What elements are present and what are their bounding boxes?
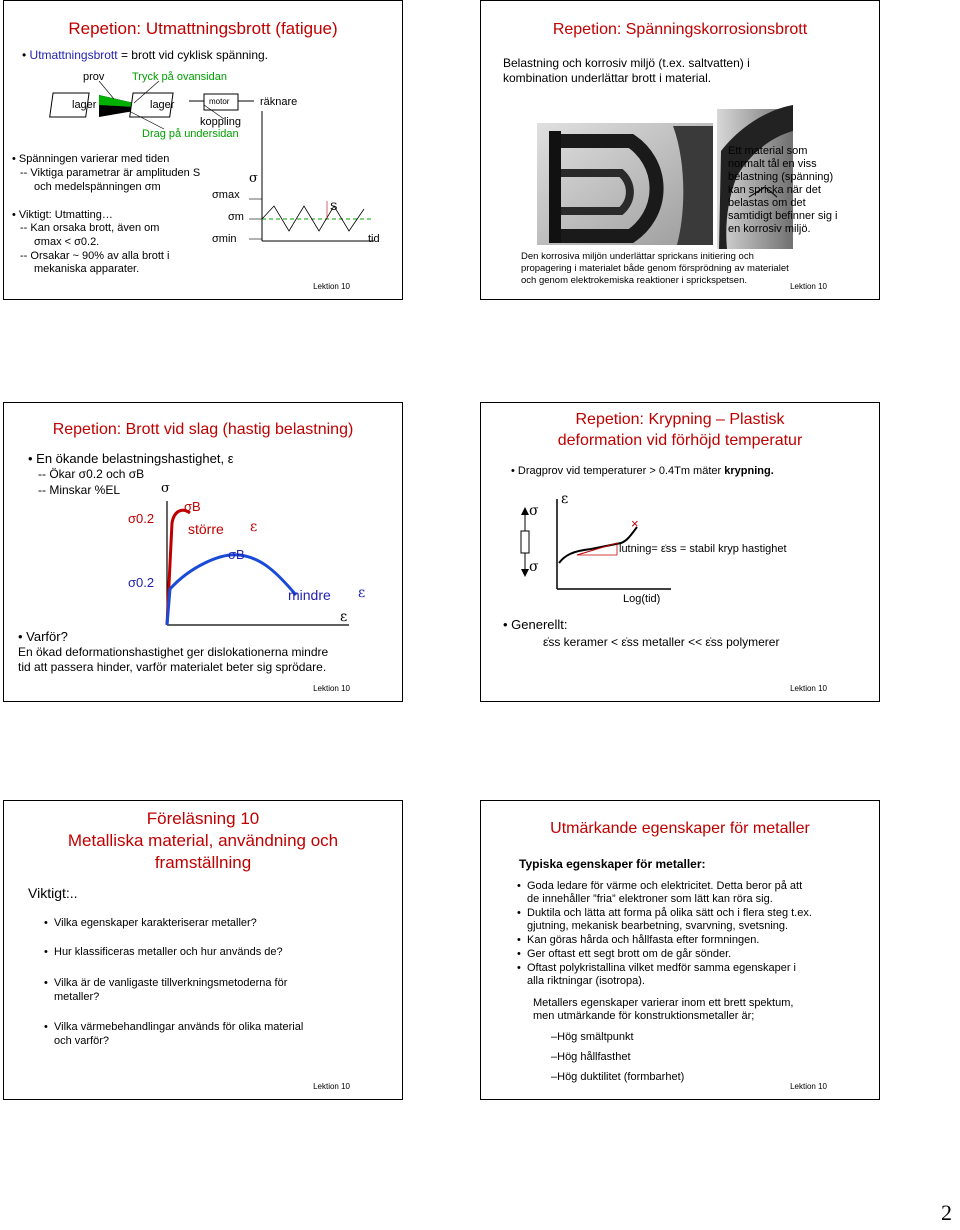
text-line: -- Minskar %EL (38, 483, 121, 497)
text-line: • En ökande belastningshastighet, ε (28, 451, 234, 466)
slide-fatigue (3, 0, 403, 300)
text-line: -- Kan orsaka brott, även om (20, 222, 160, 234)
axis-label-eps: ε (561, 491, 569, 507)
text-line: σmax < σ0.2. (34, 236, 100, 248)
text-line: metaller? (54, 991, 100, 1003)
list-item: –Hög smältpunkt (551, 1031, 634, 1043)
text-line: Ett material som (728, 145, 808, 157)
label-eps-fast: ε (250, 519, 258, 535)
footer-lektion: Lektion 10 (313, 1082, 350, 1091)
label-text: σ0.2 (128, 511, 155, 526)
slide-metal-properties (480, 800, 880, 1100)
slide-title: framställning (154, 853, 252, 872)
list-item: • Hur klassificeras metaller och hur används de? (54, 946, 283, 959)
label-prov: prov (83, 71, 105, 83)
text-part: Hög hållfasthet (557, 1051, 631, 1063)
text-bold: krypning. (724, 465, 774, 477)
label-sigma-m: σm (228, 211, 244, 223)
text-line: mekaniska apparater. (34, 263, 140, 275)
slide-title: Repetion: Spänningskorrosionsbrott (552, 21, 808, 38)
footer-lektion: Lektion 10 (790, 1082, 827, 1091)
text-line: alla riktningar (isotropa). (527, 975, 645, 987)
axis-label-sigma: σ (249, 171, 258, 186)
axis-label-sigma: σ (161, 481, 170, 496)
text-line: • Generellt: (503, 617, 568, 632)
list-item: • Duktila och lätta att forma på olika sätt och i flera steg t.ex. (527, 907, 812, 920)
label-sigmaB-bottom: σB (228, 547, 245, 562)
text-line: • Varför? (18, 629, 68, 644)
label-tryck: Tryck på ovansidan (132, 71, 227, 83)
text-line: de innehåller ”fria” elektroner som lätt kan röra sig. (527, 893, 773, 905)
label-viktigt: Viktigt:.. (28, 885, 78, 901)
slide-title: Föreläsning 10 (146, 809, 260, 828)
text-line: kan spricka när det (728, 184, 821, 196)
list-item: • Vilka värmebehandlingar används för olika material (54, 1021, 303, 1034)
list-item: • Kan göras hårda och hållfasta efter formningen. (527, 934, 759, 947)
axis-label-tid: tid (368, 233, 380, 245)
text-line: gjutning, mekanisk bearbetning, svarvning, svetsning. (527, 920, 789, 932)
subtitle: Typiska egenskaper för metaller: (519, 857, 706, 871)
text-line: samtidigt befinner sig i (728, 210, 838, 222)
text-line: -- Ökar σ0.2 och σB (38, 467, 145, 481)
text-line: och medelspänningen σm (34, 181, 161, 193)
list-item: • Oftast polykristallina vilket medför samma egenskaper i (527, 962, 796, 975)
bullet-fatigue: • Utmattningsbrott = brott vid cyklisk spänning. (22, 48, 269, 62)
label-sigma02-bottom: σ0.2 (128, 575, 155, 590)
label-lager-1: lager (72, 99, 97, 111)
text-line: • Viktigt: Utmatting… (12, 209, 113, 221)
text-line: Belastning och korrosiv miljö (t.ex. saltvatten) i (503, 56, 750, 70)
slide-title: Repetion: Utmattningsbrott (fatigue) (68, 19, 338, 38)
text-part: Hög smältpunkt (557, 1031, 634, 1043)
slide-creep (480, 402, 880, 702)
slide-title: deformation vid förhöjd temperatur (557, 432, 803, 449)
label-sigmaB-top: σB (184, 499, 201, 514)
text-line: Metallers egenskaper varierar inom ett brett spektum, (533, 997, 794, 1009)
text-line: • Spänningen varierar med tiden (12, 153, 170, 165)
axis-label-logtid: Log(tid) (623, 593, 661, 605)
axis-label-eps: ε (340, 609, 348, 625)
text-part: Hög duktilitet (formbarhet) (557, 1071, 685, 1083)
text-line: tid att passera hinder, varför materialet beter sig sprödare. (18, 660, 327, 674)
footer-lektion: Lektion 10 (790, 282, 827, 291)
text-line: kombination underlättar brott i material. (503, 71, 712, 85)
label-koppling: koppling (200, 116, 241, 128)
list-item: –Hög hållfasthet (551, 1051, 631, 1063)
text-line: propagering i materialet både genom försprödning av materialet (521, 263, 789, 274)
text-part: • Dragprov vid temperaturer > 0.4Tm mäter (511, 465, 722, 477)
label-lutning: lutning= ε̇ss = stabil kryp hastighet (619, 543, 787, 555)
text-line: och varför? (54, 1035, 110, 1047)
svg-text:×: × (631, 516, 639, 531)
page-number: 2 (941, 1200, 952, 1225)
footer-lektion: Lektion 10 (313, 282, 350, 291)
label-sigma-min: σmin (212, 233, 237, 245)
label-amplitude-s: S (330, 201, 338, 213)
text-line: en korrosiv miljö. (728, 223, 811, 235)
label-sigma-bottom: σ (529, 559, 539, 575)
text-line: belastas om det (728, 197, 806, 209)
slide-lecture-intro (3, 800, 403, 1100)
list-item: • Vilka är de vanligaste tillverkningsmetoderna för (54, 977, 287, 990)
list-item: • Vilka egenskaper karakteriserar metaller? (54, 917, 257, 930)
text-line: Den korrosiva miljön underlättar sprickans initiering och (521, 251, 754, 262)
label-mindre: mindre (288, 587, 331, 603)
label-drag: Drag på undersidan (142, 128, 239, 140)
label-storre: större (188, 521, 224, 537)
list-item: –Hög duktilitet (formbarhet) (551, 1071, 685, 1083)
label-motor: motor (209, 97, 230, 106)
text-line: normalt tål en viss (728, 158, 817, 170)
slide-title: Metalliska material, användning och (67, 831, 339, 850)
label-sigma-max: σmax (212, 189, 240, 201)
label-lager-2: lager (150, 99, 175, 111)
text-line: -- Viktiga parametrar är amplituden S (20, 167, 201, 179)
formula-creep: ε̇ss keramer < ε̇ss metaller << ε̇ss polymerer (543, 635, 780, 649)
text-line: men utmärkande för konstruktionsmetaller är; (533, 1010, 755, 1022)
slide-impact (3, 402, 403, 702)
footer-lektion: Lektion 10 (313, 684, 350, 693)
label-raknare: räknare (260, 96, 298, 108)
text-line: belastning (spänning) (728, 171, 834, 183)
slide-title: Repetion: Krypning – Plastisk (575, 411, 785, 428)
text-line: -- Orsakar ~ 90% av alla brott i (20, 250, 170, 262)
footer-lektion: Lektion 10 (790, 684, 827, 693)
slide-title: Repetion: Brott vid slag (hastig belastning) (52, 421, 354, 438)
list-item: • Ger oftast ett segt brott om de går sönder. (527, 948, 731, 961)
slide-title: Utmärkande egenskaper för metaller (550, 820, 810, 837)
label-eps-slow: ε (358, 585, 366, 601)
text-line: och genom elektrokemiska reaktioner i sprickspetsen. (521, 275, 747, 286)
label-sigma-top: σ (529, 503, 539, 519)
label-sigma02-top (128, 511, 154, 526)
list-item: • Goda ledare för värme och elektricitet. Detta beror på att (527, 880, 802, 893)
slide-stress-corrosion (480, 0, 880, 300)
text-line: En ökad deformationshastighet ger dislokationerna mindre (18, 645, 329, 659)
